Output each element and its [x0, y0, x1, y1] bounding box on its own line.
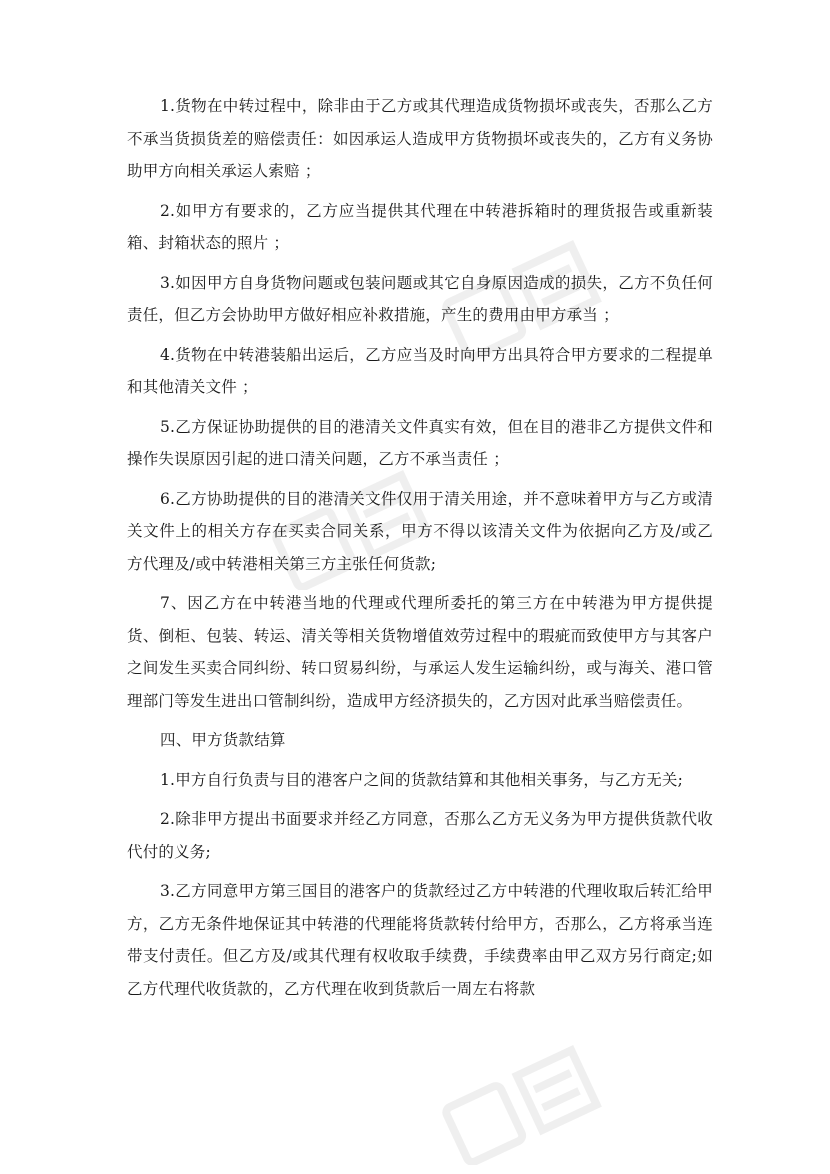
clause-5: 5.乙方保证协助提供的目的港清关文件真实有效，但在目的港非乙方提供文件和操作失误原因引起的进口清关问题，乙方不承当责任 ；	[127, 417, 713, 468]
clause-6: 6.乙方协助提供的目的港清关文件仅用于清关用途，并不意味着甲方与乙方或清关文件上的相关方存在买卖合同关系，甲方不得以该清关文件为依据向乙方及/或乙方代理及/或中转港相关第三方主张任何货款;	[127, 489, 713, 573]
clause-4: 4.货物在中转港装船出运后，乙方应当及时向甲方出具符合甲方要求的二程提单和其他清关文件 ；	[127, 345, 713, 396]
clause-1: 1.货物在中转过程中，除非由于乙方或其代理造成货物损坏或丧失，否那么乙方不承当货损货差的赔偿责任：如因承运人造成甲方货物损坏或丧失的，乙方有义务协助甲方向相关承运人索赔 ；	[127, 97, 713, 180]
section-heading: 四、甲方货款结算	[160, 731, 286, 749]
payment-clause-2: 2.除非甲方提出书面要求并经乙方同意，否那么乙方无义务为甲方提供货款代收代付的义务;	[127, 810, 713, 861]
clause-7: 7、因乙方在中转港当地的代理或代理所委托的第三方在中转港为甲方提供提货、倒柜、包装、转运、清关等相关货物增值效劳过程中的瑕疵而致使甲方与其客户之间发生买卖合同纠纷、转口贸易纠纷，与承运人发生运输纠纷，或与海关、港口管理部门等发生进出口管制纠纷，造成甲方经济损失的，乙方因对此承当赔偿责任。	[127, 594, 713, 710]
payment-clause-3: 3.乙方同意甲方第三国目的港客户的货款经过乙方中转港的代理收取后转汇给甲方，乙方无条件地保证其中转港的代理能将货款转付给甲方，否那么，乙方将承当连带支付责任。但乙方及/或其代理有权收取手续费，手续费率由甲乙双方另行商定;如乙方代理代收货款的，乙方代理在收到货款后一周左右将款	[127, 882, 713, 998]
document-body	[127, 90, 713, 1012]
watermark-logo-icon	[430, 1045, 620, 1165]
clause-2: 2.如甲方有要求的，乙方应当提供其代理在中转港拆箱时的理货报告或重新装箱、封箱状态的照片 ；	[127, 201, 713, 252]
clause-3: 3.如因甲方自身货物问题或包装问题或其它自身原因造成的损失，乙方不负任何责任，但乙方会协助甲方做好相应补救措施，产生的费用由甲方承当 ；	[127, 273, 713, 324]
payment-clause-1: 1.甲方自行负责与目的港客户之间的货款结算和其他相关事务，与乙方无关;	[160, 770, 684, 789]
